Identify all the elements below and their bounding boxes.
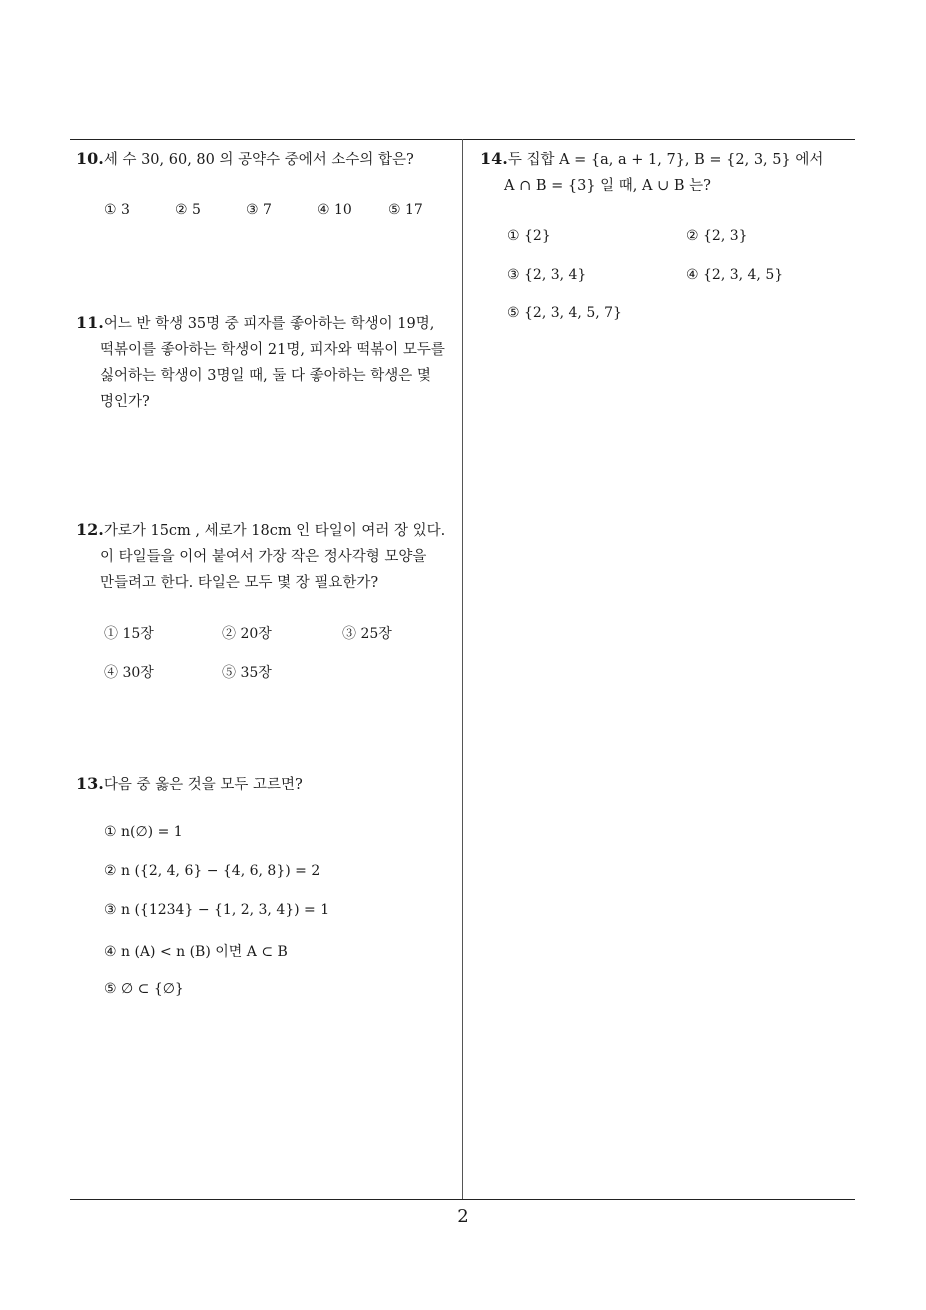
q14-option-4[interactable]: ④ {2, 3, 4, 5} (686, 267, 784, 283)
column-divider (462, 139, 463, 1200)
q13-option-3[interactable]: ③ n ({1234} − {1, 2, 3, 4}) = 1 (104, 902, 330, 918)
q14-option-3[interactable]: ③ {2, 3, 4} (507, 267, 587, 283)
q14-option-2[interactable]: ② {2, 3} (686, 228, 748, 244)
question-text-line-1: 두 집합 A = {a, a + 1, 7}, B = {2, 3, 5} 에서 (507, 152, 824, 168)
q12-option-1[interactable]: ① 15장 (104, 626, 154, 642)
question-12 (76, 517, 456, 596)
q10-option-2[interactable]: ② 5 (175, 202, 201, 218)
question-text-line-1: 어느 반 학생 35명 중 피자를 좋아하는 학생이 19명, (103, 316, 435, 332)
question-text-line-2: A ∩ B = {3} 일 때, A ∪ B 는? (504, 178, 711, 194)
bottom-rule (70, 1199, 855, 1200)
question-14 (480, 146, 856, 199)
question-number: 10. (76, 149, 104, 168)
question-text-line-2: 떡볶이를 좋아하는 학생이 21명, 피자와 떡볶이 모두를 (100, 342, 445, 358)
question-number: 14. (480, 149, 508, 168)
q13-option-1[interactable]: ① n(∅) = 1 (104, 824, 183, 840)
q12-option-2[interactable]: ② 20장 (222, 626, 272, 642)
question-13 (76, 771, 303, 798)
page-number: 2 (457, 1206, 469, 1227)
q12-option-4[interactable]: ④ 30장 (104, 665, 154, 681)
question-text-line-4: 명인가? (100, 394, 150, 410)
q12-option-3[interactable]: ③ 25장 (342, 626, 392, 642)
question-number: 11. (76, 313, 104, 332)
question-10 (76, 146, 414, 173)
question-text: 세 수 30, 60, 80 의 공약수 중에서 소수의 합은? (103, 152, 414, 168)
q10-option-4[interactable]: ④ 10 (317, 202, 352, 218)
q13-option-5[interactable]: ⑤ ∅ ⊂ {∅} (104, 981, 184, 997)
q10-option-1[interactable]: ① 3 (104, 202, 130, 218)
q13-option-2[interactable]: ② n ({2, 4, 6} − {4, 6, 8}) = 2 (104, 863, 321, 879)
q10-option-5[interactable]: ⑤ 17 (388, 202, 423, 218)
question-text-line-3: 만들려고 한다. 타일은 모두 몇 장 필요한가? (100, 575, 379, 591)
q12-option-5[interactable]: ⑤ 35장 (222, 665, 272, 681)
question-text-line-1: 가로가 15cm , 세로가 18cm 인 타일이 여러 장 있다. (103, 523, 446, 539)
q13-option-4[interactable]: ④ n (A) < n (B) 이면 A ⊂ B (104, 944, 288, 960)
question-number: 13. (76, 774, 104, 793)
q14-option-1[interactable]: ① {2} (507, 228, 551, 244)
question-text: 다음 중 옳은 것을 모두 고르면? (103, 777, 303, 793)
question-text-line-3: 싫어하는 학생이 3명일 때, 둘 다 좋아하는 학생은 몇 (100, 368, 431, 384)
q10-option-3[interactable]: ③ 7 (246, 202, 272, 218)
question-text-line-2: 이 타일들을 이어 붙여서 가장 작은 정사각형 모양을 (100, 549, 427, 565)
question-11 (76, 310, 456, 415)
q14-option-5[interactable]: ⑤ {2, 3, 4, 5, 7} (507, 305, 622, 321)
question-number: 12. (76, 520, 104, 539)
